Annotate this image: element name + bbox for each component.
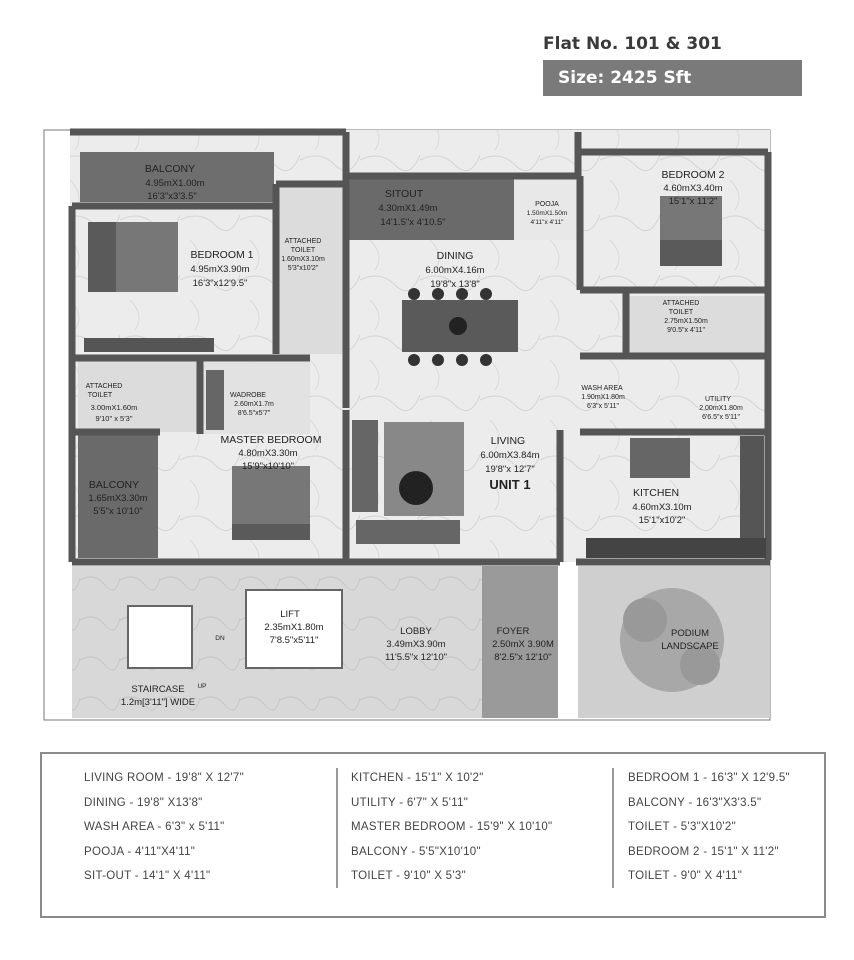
label-pooja-metric: 1.50mX1.50m bbox=[526, 210, 568, 217]
label-foyer-metric: 2.50mX 3.90M bbox=[492, 639, 554, 650]
staircase-well bbox=[128, 606, 192, 668]
label-balcony1: BALCONY bbox=[144, 163, 196, 175]
label-wash-imperial: 6'3"x 5'11" bbox=[586, 403, 620, 410]
legend-item: UTILITY - 6'7" X 5'11" bbox=[351, 796, 469, 809]
label-kitchen-metric: 4.60mX3.10m bbox=[632, 502, 692, 513]
label-utility: UTILITY bbox=[704, 396, 732, 403]
label-balcony2-metric: 1.65mX3.30m bbox=[88, 493, 148, 504]
label-kitchen: KITCHEN bbox=[632, 487, 680, 499]
label-toilet1-imperial: 5'3"x10'2" bbox=[287, 265, 319, 272]
legend-item: POOJA - 4'11"X4'11" bbox=[84, 845, 196, 858]
label-wadrobe-metric: 2.60mX1.7m bbox=[234, 401, 274, 408]
label-lobby-metric: 3.49mX3.90m bbox=[386, 639, 446, 650]
legend-item: BALCONY - 16'3"X3'3.5" bbox=[628, 796, 762, 809]
label-living: LIVING bbox=[490, 435, 526, 447]
label-toilet3-imperial: 9'10" x 5'3" bbox=[95, 414, 133, 423]
label-lobby-imperial: 11'5.5"x 12'10" bbox=[385, 652, 447, 663]
label-bedroom2-metric: 4.60mX3.40m bbox=[663, 183, 723, 194]
legend-item: DINING - 19'8" X13'8" bbox=[84, 796, 203, 809]
label-lift-imperial: 7'8.5"x5'11" bbox=[269, 635, 319, 646]
label-dining: DINING bbox=[436, 250, 474, 262]
label-wash-metric: 1.90mX1.80m bbox=[581, 394, 625, 401]
label-toilet2-a: ATTACHED bbox=[662, 300, 700, 307]
label-master-imperial: 15'9"x10'10" bbox=[241, 461, 295, 472]
label-toilet1-metric: 1.60mX3.10m bbox=[281, 256, 325, 263]
label-living-imperial: 19'8"x 12'7" bbox=[485, 464, 535, 475]
bed-master bbox=[232, 466, 310, 540]
legend-divider bbox=[612, 768, 614, 888]
label-bedroom1-imperial: 16'3"x12'9.5" bbox=[192, 278, 248, 289]
label-balcony1-metric: 4.95mX1.00m bbox=[145, 178, 205, 189]
label-podium-b: LANDSCAPE bbox=[661, 641, 719, 652]
legend-item: MASTER BEDROOM - 15'9" X 10'10" bbox=[351, 821, 553, 833]
bed-bedroom1 bbox=[88, 222, 178, 292]
label-up: UP bbox=[197, 683, 207, 690]
label-master: MASTER BEDROOM bbox=[220, 434, 322, 446]
label-foyer: FOYER bbox=[496, 626, 530, 637]
legend-item: LIVING ROOM - 19'8" X 12'7" bbox=[84, 772, 244, 784]
legend-column-1 bbox=[84, 766, 244, 889]
label-bedroom1: BEDROOM 1 bbox=[190, 249, 254, 261]
legend-item: TOILET - 9'0" X 4'11" bbox=[628, 870, 743, 882]
legend-item: TOILET - 9'10" X 5'3" bbox=[351, 870, 466, 882]
legend-column-2 bbox=[351, 766, 552, 889]
legend-item: TOILET - 5'3"X10'2" bbox=[628, 821, 736, 833]
label-staircase: STAIRCASE bbox=[131, 684, 185, 695]
area-legend bbox=[40, 752, 826, 918]
label-toilet1-b: TOILET bbox=[290, 247, 316, 254]
label-utility-imperial: 6'6.5"x 5'11" bbox=[702, 414, 740, 421]
label-bedroom1-metric: 4.95mX3.90m bbox=[190, 264, 250, 275]
legend-divider bbox=[336, 768, 338, 888]
flat-size: Size: 2425 Sft bbox=[558, 68, 692, 88]
label-dn: DN bbox=[215, 635, 225, 642]
label-wadrobe-imperial: 8'6.5"x5'7" bbox=[237, 410, 271, 417]
label-pooja-imperial: 4'11"x 4'11" bbox=[530, 219, 564, 226]
legend-item: BEDROOM 2 - 15'1" X 11'2" bbox=[628, 845, 779, 858]
label-bedroom2-imperial: 15'1"x 11'2" bbox=[668, 196, 718, 207]
label-bedroom2: BEDROOM 2 bbox=[661, 169, 725, 181]
legend-item: SIT-OUT - 14'1" X 4'11" bbox=[84, 870, 211, 882]
label-sitout: SITOUT bbox=[384, 188, 424, 200]
flat-number: Flat No. 101 & 301 bbox=[543, 34, 722, 54]
legend-item: BEDROOM 1 - 16'3" X 12'9.5" bbox=[628, 772, 790, 784]
label-toilet1-a: ATTACHED bbox=[284, 238, 322, 245]
label-kitchen-imperial: 15'1"x10'2" bbox=[638, 515, 686, 526]
pooja-area bbox=[514, 176, 580, 240]
label-utility-metric: 2.00mX1.80m bbox=[699, 405, 743, 412]
legend-item: KITCHEN - 15'1" X 10'2" bbox=[351, 772, 484, 784]
legend-item: BALCONY - 5'5"X10'10" bbox=[351, 845, 481, 858]
legend-item: WASH AREA - 6'3" x 5'11" bbox=[84, 821, 225, 833]
label-foyer-imperial: 8'2.5"x 12'10" bbox=[494, 652, 552, 663]
label-unit: UNIT 1 bbox=[489, 477, 531, 492]
label-dining-metric: 6.00mX4.16m bbox=[425, 265, 485, 276]
label-lobby: LOBBY bbox=[400, 626, 432, 637]
label-sitout-imperial: 14'1.5"x 4'10.5" bbox=[380, 217, 446, 228]
label-toilet3-a: ATTACHED bbox=[85, 383, 123, 390]
label-living-metric: 6.00mX3.84m bbox=[480, 450, 540, 461]
label-toilet3-b: TOILET bbox=[87, 392, 113, 399]
label-balcony2-imperial: 5'5"x 10'10" bbox=[93, 506, 143, 517]
label-toilet2-b: TOILET bbox=[668, 309, 694, 316]
label-sitout-metric: 4.30mX1.49m bbox=[378, 203, 438, 214]
label-toilet2-metric: 2.75mX1.50m bbox=[664, 318, 708, 325]
label-pooja: POOJA bbox=[535, 201, 559, 208]
label-toilet2-imperial: 9'0.5"x 4'11" bbox=[667, 327, 705, 334]
label-wadrobe: WADROBE bbox=[230, 392, 266, 399]
label-dining-imperial: 19'8"x 13'8" bbox=[430, 279, 480, 290]
label-podium-a: PODIUM bbox=[671, 628, 709, 639]
legend-column-3 bbox=[628, 766, 790, 889]
label-balcony2: BALCONY bbox=[88, 479, 140, 491]
label-lift: LIFT bbox=[280, 609, 300, 620]
label-staircase-size: 1.2m[3'11"] WIDE bbox=[120, 697, 196, 708]
label-master-metric: 4.80mX3.30m bbox=[238, 448, 298, 459]
label-lift-metric: 2.35mX1.80m bbox=[264, 622, 324, 633]
label-toilet3-metric: 3.00mX1.60m bbox=[90, 403, 138, 412]
label-balcony1-imperial: 16'3"x3'3.5" bbox=[147, 191, 197, 202]
living-sofa bbox=[352, 420, 464, 544]
label-wash: WASH AREA bbox=[581, 385, 623, 392]
